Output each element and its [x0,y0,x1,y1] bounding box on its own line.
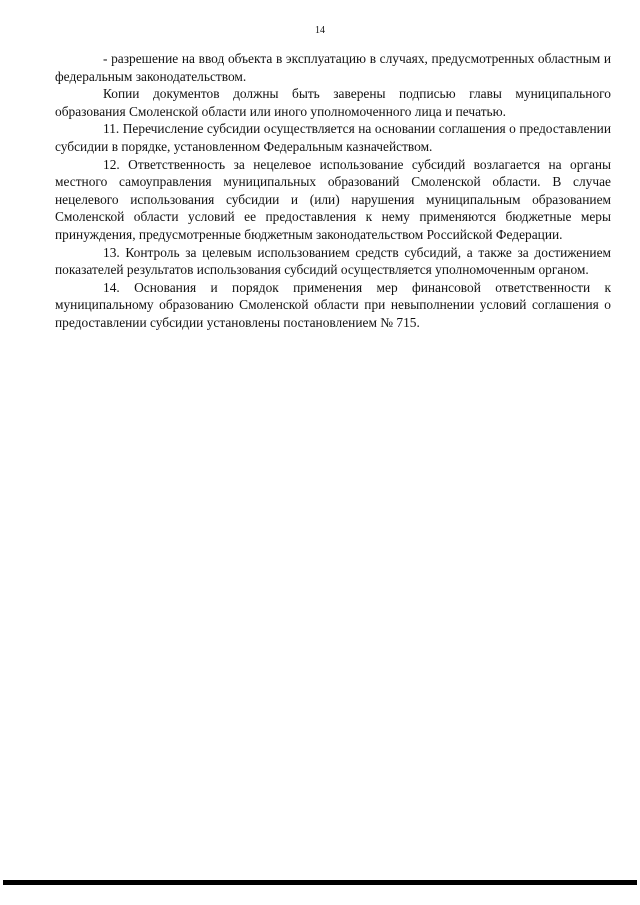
paragraph-13-control: 13. Контроль за целевым использованием средств субсидий, а также за достижением показателей результатов использования субсидий осуществляется уполномоченным органом. [55,244,611,278]
bottom-border-line [3,880,637,885]
page-number: 14 [315,25,325,36]
paragraph-copies-certification: Копии документов должны быть заверены подписью главы муниципального образования Смоленской области или иного уполномоченного лица и печатью. [55,86,611,119]
document-body [55,50,611,332]
paragraph-11-subsidy-transfer: 11. Перечисление субсидии осуществляется на основании соглашения о предоставлении субсидии в порядке, установленном Федеральным казначейством. [55,121,611,154]
paragraph-12-responsibility: 12. Ответственность за нецелевое использование субсидий возлагается на органы местного самоуправления муниципальных образований Смоленской области. В случае нецелевого использования субсидии и (или) нарушения муниципальным образованием Смоленской области условий ее предоставления к нему применяются бюджетные меры принуждения, предусмотренные бюджетным законодательством Российской Федерации. [55,156,611,242]
paragraph-14-financial-liability: 14. Основания и порядок применения мер финансовой ответственности к муниципальному образованию Смоленской области при невыполнении условий соглашения о предоставлении субсидии установлены постановлением № 715. [55,279,611,330]
paragraph-permit-clause: - разрешение на ввод объекта в эксплуатацию в случаях, предусмотренных областным и федеральным законодательством. [55,51,611,84]
